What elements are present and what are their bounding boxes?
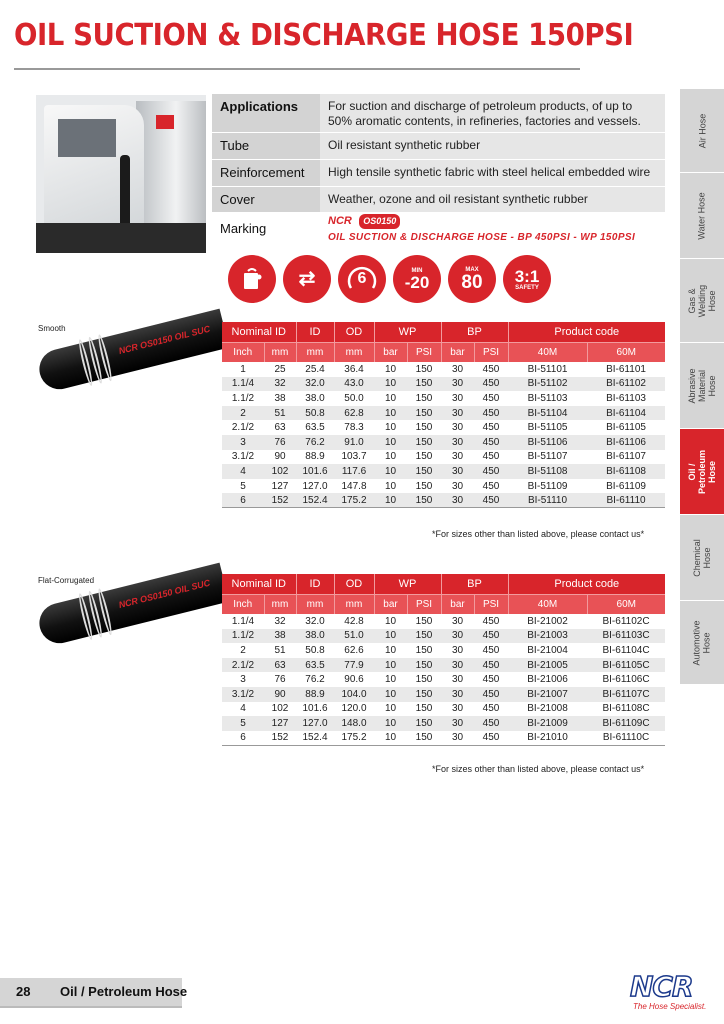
- table-cell: 150: [407, 658, 441, 673]
- table-cell: 10: [374, 629, 407, 644]
- table-cell: 10: [384, 422, 397, 434]
- table-cell: BI-21007: [508, 687, 587, 702]
- table-cell: 50.8: [296, 406, 334, 421]
- table-cell: BI-61107: [606, 451, 646, 463]
- table-cell: 2.1/2: [231, 422, 255, 434]
- subheader-cell: mm: [264, 342, 296, 362]
- table-cell: 30: [441, 464, 474, 479]
- table-cell: 3.1/2: [222, 687, 264, 702]
- spec-label: Cover: [212, 186, 320, 212]
- table-cell: 102: [271, 703, 289, 715]
- table-cell: 150: [415, 451, 433, 463]
- table-cell: 150: [407, 629, 441, 644]
- table-cell: BI-61104C: [602, 644, 650, 656]
- table-cell: 78.3: [344, 422, 364, 434]
- header-bp: BP: [441, 322, 508, 342]
- table-cell: 1: [240, 363, 246, 375]
- table-cell: 38.0: [296, 629, 334, 644]
- subheader-cell: mm: [334, 342, 374, 362]
- table-row: [222, 629, 665, 644]
- max-temp-icon: MAX 80: [448, 255, 496, 303]
- table-cell: 150: [407, 493, 441, 508]
- table-cell: BI-61104: [587, 406, 665, 421]
- corrugated-contact-note: *For sizes other than listed above, please contact us*: [432, 764, 645, 774]
- table-cell: 2: [240, 644, 246, 656]
- table-cell: 450: [474, 716, 508, 731]
- table-cell: 10: [374, 731, 407, 746]
- table-cell: BI-51103: [527, 392, 568, 404]
- table-cell: 10: [374, 493, 407, 508]
- table-cell: 30: [451, 422, 464, 434]
- tab-chemical-hose[interactable]: Chemical Hose: [680, 514, 724, 600]
- header-wp: WP: [374, 574, 441, 594]
- tab-oil-petroleum-hose[interactable]: Oil / Petroleum Hose: [680, 428, 724, 514]
- table-cell: 147.8: [341, 480, 367, 492]
- table-row: [222, 702, 665, 717]
- table-cell: BI-21003: [508, 629, 587, 644]
- table-cell: 10: [374, 464, 407, 479]
- table-cell: BI-21006: [527, 674, 568, 686]
- table-cell: BI-61109C: [587, 716, 665, 731]
- subheader-cell: bar: [374, 594, 407, 614]
- header-id: ID: [296, 574, 334, 594]
- tab-abrasive-material-hose[interactable]: Abrasive Material Hose: [680, 342, 724, 428]
- table-cell: BI-61105: [606, 422, 646, 434]
- table-cell: 51.0: [334, 629, 374, 644]
- table-cell: 450: [482, 451, 500, 463]
- table-cell: BI-61107C: [587, 687, 665, 702]
- table-cell: 450: [474, 435, 508, 450]
- subheader-cell: bar: [441, 594, 474, 614]
- table-cell: 10: [374, 658, 407, 673]
- header-od: OD: [334, 574, 374, 594]
- table-cell: 62.6: [344, 644, 364, 656]
- table-cell: BI-51110: [508, 493, 587, 508]
- table-cell: 91.0: [334, 435, 374, 450]
- table-cell: BI-51107: [527, 451, 568, 463]
- table-cell: 152: [264, 731, 296, 746]
- table-cell: 1.1/4: [231, 615, 255, 627]
- spec-label: Applications: [212, 94, 320, 132]
- table-row: [222, 716, 665, 731]
- marking-logo: NCR: [328, 214, 352, 227]
- table-cell: 10: [374, 377, 407, 392]
- table-cell: 450: [482, 422, 500, 434]
- table-cell: 150: [407, 731, 441, 746]
- red-tag-shape: [156, 115, 174, 129]
- oil-drum-icon: [228, 255, 276, 303]
- subheader-cell: PSI: [407, 594, 441, 614]
- table-row: [222, 687, 665, 702]
- spec-label: Tube: [212, 132, 320, 159]
- table-cell: BI-61108: [587, 464, 665, 479]
- table-cell: BI-51108: [508, 464, 587, 479]
- spec-value: High tensile synthetic fabric with steel helical embedded wire: [320, 159, 665, 186]
- table-cell: 150: [415, 363, 433, 375]
- table-cell: 76: [274, 674, 286, 686]
- corrugated-spec-table: [222, 574, 665, 746]
- table-cell: BI-51101: [527, 363, 568, 375]
- subheader-cell: Inch: [222, 342, 264, 362]
- ncr-logo: NCR: [630, 970, 693, 1003]
- truck-window-shape: [58, 119, 116, 157]
- table-cell: 127.0: [302, 480, 328, 492]
- table-cell: BI-61108C: [602, 703, 650, 715]
- subheader-cell: mm: [334, 594, 374, 614]
- table-cell: 150: [415, 644, 433, 656]
- table-row: [222, 658, 665, 673]
- safety-factor-6-icon: 6: [338, 255, 386, 303]
- hose-print: NCR OS0150 OIL SUC: [117, 577, 212, 611]
- table-cell: 32: [274, 615, 286, 627]
- table-cell: 88.9: [305, 451, 325, 463]
- table-cell: 38: [274, 392, 286, 404]
- table-cell: 30: [441, 629, 474, 644]
- tab-gas-welding-hose[interactable]: Gas & Welding Hose: [680, 258, 724, 342]
- table-cell: 30: [441, 435, 474, 450]
- table-cell: 38: [264, 629, 296, 644]
- table-cell: 5: [222, 716, 264, 731]
- tab-water-hose[interactable]: Water Hose: [680, 172, 724, 258]
- table-row: [222, 493, 665, 508]
- table-cell: 76.2: [296, 435, 334, 450]
- table-cell: 450: [474, 377, 508, 392]
- header-nominal-id: Nominal ID: [222, 322, 296, 342]
- title-divider: [14, 68, 580, 70]
- table-cell: 10: [384, 451, 397, 463]
- spec-label: Reinforcement: [212, 159, 320, 186]
- table-cell: 450: [482, 480, 500, 492]
- table-cell: 450: [482, 363, 500, 375]
- subheader-cell: 60M: [587, 594, 665, 614]
- table-row: [222, 406, 665, 421]
- table-cell: 150: [407, 377, 441, 392]
- table-cell: BI-61106C: [602, 674, 650, 686]
- table-cell: 30: [441, 658, 474, 673]
- spec-value: Oil resistant synthetic rubber: [320, 132, 665, 159]
- table-cell: 10: [384, 674, 397, 686]
- table-cell: 450: [482, 615, 500, 627]
- table-cell: 148.0: [334, 716, 374, 731]
- table-cell: 30: [441, 687, 474, 702]
- table-cell: 5: [240, 480, 246, 492]
- table-cell: 3.1/2: [231, 451, 255, 463]
- table-cell: 101.6: [302, 703, 328, 715]
- table-cell: 30: [451, 392, 464, 404]
- subheader-cell: 40M: [508, 342, 587, 362]
- table-cell: 120.0: [341, 703, 367, 715]
- spec-table: [212, 94, 665, 245]
- table-cell: 10: [374, 716, 407, 731]
- table-cell: 127: [271, 480, 289, 492]
- table-cell: 90: [264, 687, 296, 702]
- table-cell: 10: [374, 406, 407, 421]
- subheader-cell: PSI: [407, 342, 441, 362]
- table-cell: BI-51102: [508, 377, 587, 392]
- table-cell: 152.4: [296, 493, 334, 508]
- smooth-label: Smooth: [38, 324, 66, 333]
- hose-print: NCR OS0150 OIL SUC: [117, 323, 212, 357]
- table-cell: 62.8: [334, 406, 374, 421]
- table-cell: 450: [474, 687, 508, 702]
- table-cell: 30: [441, 406, 474, 421]
- table-cell: 10: [374, 435, 407, 450]
- table-cell: 42.8: [344, 615, 364, 627]
- table-row: [222, 731, 665, 746]
- table-cell: BI-61102: [587, 377, 665, 392]
- table-cell: 25.4: [305, 363, 325, 375]
- table-cell: 30: [451, 674, 464, 686]
- subheader-cell: bar: [441, 342, 474, 362]
- table-cell: BI-61103: [606, 392, 646, 404]
- table-cell: 38.0: [305, 392, 325, 404]
- spec-value: For suction and discharge of petroleum products, of up to 50% aromatic contents, in refineries, factories and vessels.: [320, 94, 665, 132]
- table-cell: 10: [384, 644, 397, 656]
- table-cell: BI-61110C: [587, 731, 665, 746]
- table-cell: BI-61102C: [602, 615, 650, 627]
- tab-air-hose[interactable]: Air Hose: [680, 88, 724, 172]
- table-cell: 32: [264, 377, 296, 392]
- table-cell: BI-21009: [508, 716, 587, 731]
- table-cell: 450: [474, 629, 508, 644]
- table-cell: 150: [407, 464, 441, 479]
- table-cell: 150: [407, 687, 441, 702]
- header-nominal-id: Nominal ID: [222, 574, 296, 594]
- table-cell: 63: [274, 422, 286, 434]
- marking-value: [320, 212, 665, 245]
- table-cell: 88.9: [296, 687, 334, 702]
- table-cell: 30: [451, 480, 464, 492]
- table-cell: 4: [222, 464, 264, 479]
- hose-body: [35, 309, 229, 394]
- table-cell: BI-51105: [527, 422, 568, 434]
- smooth-spec-table: [222, 322, 665, 508]
- table-cell: 101.6: [296, 464, 334, 479]
- table-cell: 2.1/2: [222, 658, 264, 673]
- table-row: [222, 614, 665, 629]
- table-cell: 450: [474, 658, 508, 673]
- table-cell: 43.0: [334, 377, 374, 392]
- table-cell: BI-61103C: [587, 629, 665, 644]
- table-cell: 30: [441, 493, 474, 508]
- table-cell: 76: [264, 435, 296, 450]
- table-cell: 10: [384, 480, 397, 492]
- table-row: [222, 391, 665, 406]
- table-row: [222, 435, 665, 450]
- table-cell: 51: [274, 644, 286, 656]
- table-cell: 30: [441, 716, 474, 731]
- table-cell: 104.0: [334, 687, 374, 702]
- table-cell: 150: [415, 422, 433, 434]
- table-cell: 450: [474, 406, 508, 421]
- table-cell: 152: [264, 493, 296, 508]
- header-product-code: Product code: [508, 322, 665, 342]
- footer-section-title: Oil / Petroleum Hose: [60, 984, 188, 999]
- subheader-cell: mm: [296, 342, 334, 362]
- logo-tagline: The Hose Specialist.: [633, 1002, 707, 1011]
- table-cell: 102: [264, 464, 296, 479]
- table-cell: 450: [482, 392, 500, 404]
- table-cell: 10: [384, 392, 397, 404]
- feature-icons: [228, 255, 551, 303]
- table-cell: BI-51109: [527, 480, 568, 492]
- header-id: ID: [296, 322, 334, 342]
- subheader-cell: bar: [374, 342, 407, 362]
- header-od: OD: [334, 322, 374, 342]
- table-cell: 150: [415, 480, 433, 492]
- table-cell: 152.4: [296, 731, 334, 746]
- table-row: [222, 643, 665, 658]
- table-cell: 175.2: [334, 731, 374, 746]
- table-cell: BI-21005: [508, 658, 587, 673]
- table-cell: 450: [482, 674, 500, 686]
- header-wp: WP: [374, 322, 441, 342]
- table-cell: 175.2: [334, 493, 374, 508]
- page-title: OIL SUCTION & DISCHARGE HOSE 150PSI: [14, 18, 634, 53]
- subheader-cell: PSI: [474, 594, 508, 614]
- table-cell: 450: [474, 731, 508, 746]
- table-cell: 117.6: [334, 464, 374, 479]
- table-cell: 30: [451, 644, 464, 656]
- marking-code: OS0150: [359, 214, 400, 229]
- table-row: [222, 464, 665, 479]
- table-cell: 63.5: [296, 658, 334, 673]
- table-cell: 10: [384, 615, 397, 627]
- table-cell: BI-51104: [508, 406, 587, 421]
- table-cell: 1.1/2: [231, 392, 255, 404]
- table-cell: 150: [415, 703, 433, 715]
- table-cell: 6: [222, 493, 264, 508]
- table-cell: BI-61105C: [587, 658, 665, 673]
- table-cell: 30: [451, 451, 464, 463]
- table-cell: BI-21002: [527, 615, 568, 627]
- table-cell: 30: [451, 363, 464, 375]
- table-cell: 51: [264, 406, 296, 421]
- header-bp: BP: [441, 574, 508, 594]
- footer-divider: [0, 1006, 182, 1008]
- table-cell: 32.0: [296, 377, 334, 392]
- table-cell: BI-61101: [606, 363, 646, 375]
- table-row: [222, 672, 665, 687]
- table-cell: 4: [240, 703, 246, 715]
- table-cell: 150: [415, 615, 433, 627]
- table-cell: 50.8: [305, 644, 325, 656]
- page-number: 28: [16, 984, 31, 999]
- suction-discharge-icon: ⇄: [283, 255, 331, 303]
- tab-automotive-hose[interactable]: Automotive Hose: [680, 600, 724, 684]
- subheader-cell: PSI: [474, 342, 508, 362]
- table-row: [222, 479, 665, 494]
- table-row: [222, 420, 665, 435]
- table-cell: 30: [441, 731, 474, 746]
- table-cell: 63.5: [305, 422, 325, 434]
- table-cell: 150: [415, 674, 433, 686]
- table-cell: BI-61106: [587, 435, 665, 450]
- table-cell: 150: [415, 392, 433, 404]
- table-cell: 10: [374, 687, 407, 702]
- table-cell: BI-21010: [508, 731, 587, 746]
- table-cell: 127.0: [296, 716, 334, 731]
- table-cell: 30: [441, 377, 474, 392]
- table-row: [222, 362, 665, 377]
- subheader-cell: Inch: [222, 594, 264, 614]
- safety-ratio-icon: 3:1 SAFETY: [503, 255, 551, 303]
- table-cell: 10: [384, 703, 397, 715]
- table-row: [222, 377, 665, 392]
- table-cell: 76.2: [305, 674, 325, 686]
- corrugated-label: Flat-Corrugated: [38, 576, 95, 585]
- table-cell: 77.9: [334, 658, 374, 673]
- table-cell: 3: [222, 435, 264, 450]
- table-cell: 63: [264, 658, 296, 673]
- table-cell: 30: [451, 615, 464, 627]
- table-cell: 90.6: [344, 674, 364, 686]
- table-cell: 150: [407, 435, 441, 450]
- product-photo: [36, 95, 206, 253]
- table-cell: 1.1/4: [222, 377, 264, 392]
- table-cell: BI-21008: [527, 703, 568, 715]
- spec-value: Weather, ozone and oil resistant synthetic rubber: [320, 186, 665, 212]
- table-cell: 450: [482, 703, 500, 715]
- table-cell: 127: [264, 716, 296, 731]
- table-cell: 450: [474, 464, 508, 479]
- table-cell: 6: [222, 731, 264, 746]
- marking-label: Marking: [212, 212, 320, 245]
- table-cell: BI-61109: [606, 480, 646, 492]
- subheader-cell: 40M: [508, 594, 587, 614]
- table-cell: 10: [384, 363, 397, 375]
- table-cell: 150: [407, 406, 441, 421]
- subheader-cell: mm: [264, 594, 296, 614]
- table-cell: 103.7: [341, 451, 367, 463]
- subheader-cell: mm: [296, 594, 334, 614]
- smooth-contact-note: *For sizes other than listed above, please contact us*: [432, 529, 645, 539]
- table-cell: 3: [240, 674, 246, 686]
- table-cell: 450: [482, 644, 500, 656]
- truck-base-shape: [36, 223, 206, 253]
- table-cell: 32.0: [305, 615, 325, 627]
- table-cell: 90: [274, 451, 286, 463]
- table-cell: 25: [274, 363, 286, 375]
- subheader-cell: 60M: [587, 342, 665, 362]
- table-cell: 1.1/2: [222, 629, 264, 644]
- table-cell: 450: [474, 493, 508, 508]
- table-cell: BI-21004: [527, 644, 568, 656]
- table-cell: 50.0: [344, 392, 364, 404]
- table-row: [222, 450, 665, 465]
- table-cell: 30: [451, 703, 464, 715]
- min-temp-icon: MIN -20: [393, 255, 441, 303]
- header-product-code: Product code: [508, 574, 665, 594]
- table-cell: BI-61110: [587, 493, 665, 508]
- marking-text: OIL SUCTION & DISCHARGE HOSE - BP 450PSI - WP 150PSI: [328, 231, 636, 243]
- table-cell: 150: [407, 716, 441, 731]
- table-cell: 2: [222, 406, 264, 421]
- table-cell: BI-51106: [508, 435, 587, 450]
- table-cell: 36.4: [344, 363, 364, 375]
